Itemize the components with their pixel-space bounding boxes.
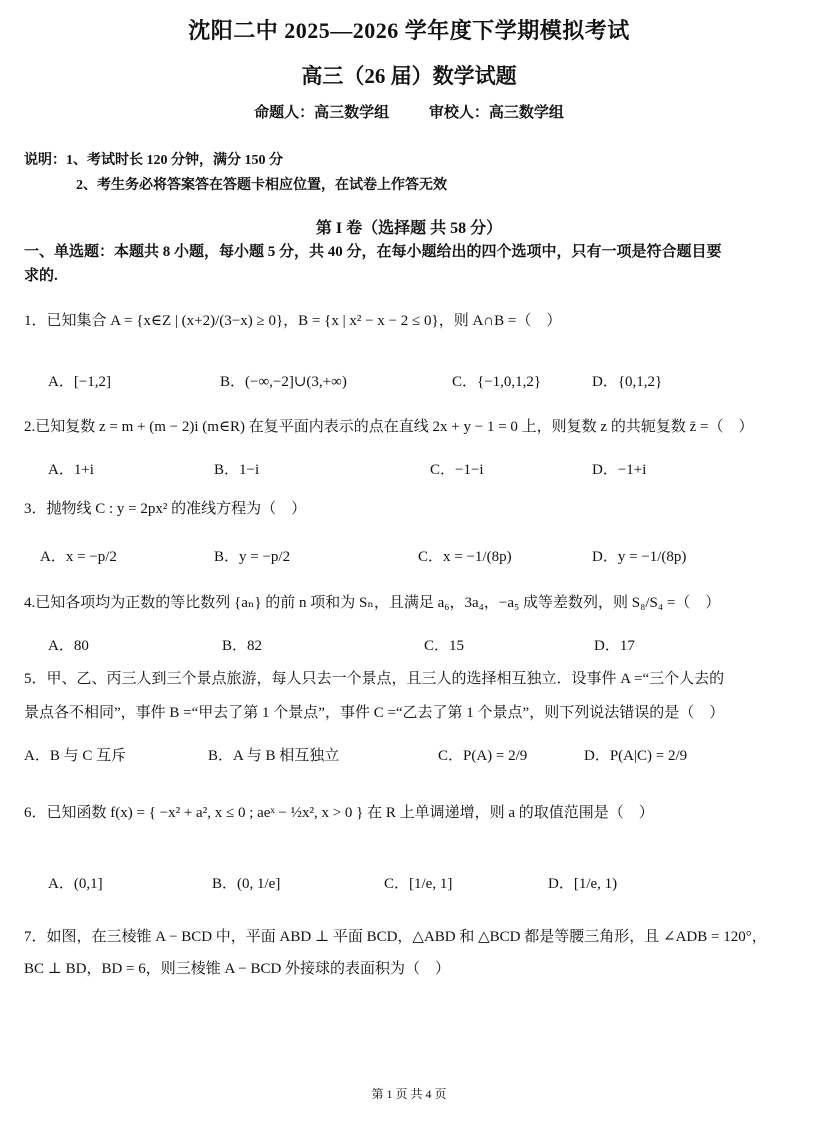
question-6-option-a: A．(0,1] — [48, 876, 103, 892]
question-2-stem: 2.已知复数 z = m + (m − 2)i (m∈R) 在复平面内表示的点在直线 2x + y − 1 = 0 上，则复数 z 的共轭复数 z̄ =（ ） — [24, 419, 754, 435]
question-4-stem: 4.已知各项均为正数的等比数列 {aₙ} 的前 n 项和为 Sₙ，且满足 a₆，3a₄，−a₅ 成等差数列，则 S₈/S₄ =（ ） — [24, 595, 721, 611]
question-5-option-c: C．P(A) = 2/9 — [438, 748, 528, 764]
question-1-option-a: A．[−1,2] — [48, 374, 112, 390]
question-6-option-b: B．(0, 1/e] — [212, 876, 281, 892]
question-5-stem-line-2: 景点各不相同”，事件 B =“甲去了第 1 个景点”，事件 C =“乙去了第 1 个景点”，则下列说法错误的是（ ） — [24, 705, 725, 721]
question-5-option-d: D．P(A|C) = 2/9 — [584, 748, 688, 764]
question-5-stem-line-1: 5．甲、乙、丙三人到三个景点旅游，每人只去一个景点，且三人的选择相互独立．设事件 A =“三个人去的 — [24, 671, 725, 687]
question-3-option-d: D．y = −1/(8p) — [592, 549, 687, 565]
question-2-option-c: C．−1−i — [430, 462, 484, 478]
question-6-stem: 6．已知函数 f(x) = { −x² + a², x ≤ 0 ; aeˣ − ½x², x > 0 } 在 R 上单调递增，则 a 的取值范围是（ ） — [24, 805, 654, 821]
page-footer: 第 1 页 共 4 页 — [371, 1087, 447, 1101]
question-1-option-b: B．(−∞,−2]∪(3,+∞) — [220, 374, 347, 390]
question-4-option-c: C．15 — [424, 638, 465, 654]
question-1-option-d: D．{0,1,2} — [592, 374, 663, 390]
reviewer: 审校人：高三数学组 — [428, 105, 564, 121]
question-4-option-b: B．82 — [222, 638, 263, 654]
question-1-stem: 1．已知集合 A = {x∈Z | (x+2)/(3−x) ≥ 0}，B = {x | x² − x − 2 ≤ 0}，则 A∩B =（ ） — [24, 313, 562, 329]
question-3-option-c: C．x = −1/(8p) — [418, 549, 512, 565]
note-line-1: 说明：1、考试时长 120 分钟，满分 150 分 — [24, 153, 283, 168]
authors-line — [0, 101, 818, 122]
question-4-option-a: A．80 — [48, 638, 89, 654]
section-heading-line-1: 一、单选题：本题共 8 小题，每小题 5 分，共 40 分，在每小题给出的四个选项中，只有一项是符合题目要 — [24, 244, 722, 260]
question-2-option-a: A．1+i — [48, 462, 94, 478]
note-line-2: 2、考生务必将答案答在答题卡相应位置，在试卷上作答无效 — [76, 178, 447, 193]
question-3-option-b: B．y = −p/2 — [214, 549, 291, 565]
section-title: 第 I 卷（选择题 共 58 分） — [315, 220, 503, 237]
question-7-stem-line-1: 7．如图，在三棱锥 A − BCD 中，平面 ABD ⊥ 平面 BCD，△ABD 和 △BCD 都是等腰三角形，且 ∠ADB = 120°， — [24, 929, 767, 945]
question-4-option-d: D．17 — [594, 638, 635, 654]
question-5-option-a: A．B 与 C 互斥 — [24, 748, 127, 764]
setter: 命题人：高三数学组 — [254, 105, 390, 121]
question-6-option-d: D．[1/e, 1) — [548, 876, 618, 892]
question-6-option-c: C．[1/e, 1] — [384, 876, 453, 892]
question-2-option-d: D．−1+i — [592, 462, 647, 478]
question-3-option-a: A．x = −p/2 — [40, 549, 117, 565]
question-1-option-c: C．{−1,0,1,2} — [452, 374, 542, 390]
section-heading-line-2: 求的. — [24, 268, 58, 284]
exam-title: 沈阳二中 2025—2026 学年度下学期模拟考试 — [188, 18, 630, 43]
exam-subtitle: 高三（26 届）数学试题 — [301, 64, 517, 88]
question-3-stem: 3．抛物线 C : y = 2px² 的准线方程为（ ） — [24, 501, 307, 517]
question-5-option-b: B．A 与 B 相互独立 — [208, 748, 340, 764]
question-7-stem-line-2: BC ⊥ BD，BD = 6，则三棱锥 A − BCD 外接球的表面积为（ ） — [24, 961, 451, 977]
question-2-option-b: B．1−i — [214, 462, 260, 478]
